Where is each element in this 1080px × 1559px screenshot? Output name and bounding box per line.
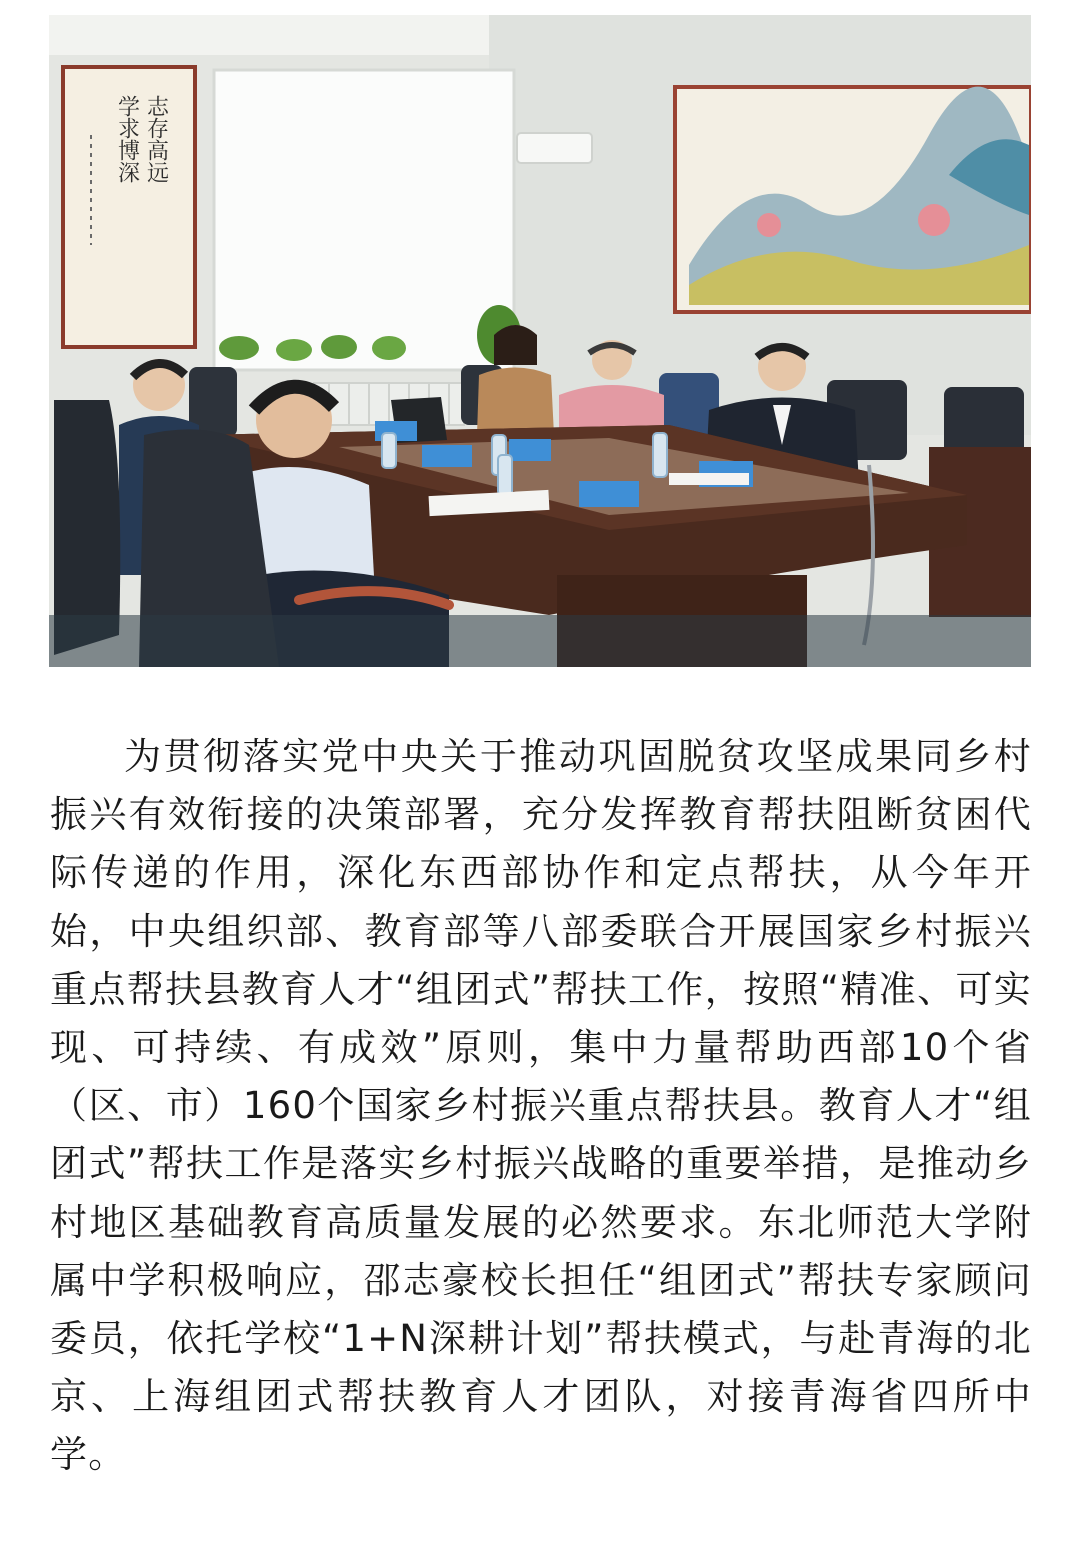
air-conditioner [517, 133, 592, 163]
calligraphy-text-right: 志存高远 [143, 95, 169, 183]
meeting-photo [49, 15, 1031, 667]
window [214, 70, 514, 370]
meeting-photo-illustration [49, 15, 1031, 667]
calligraphy-text-left: 学求博深 [114, 95, 140, 183]
calligraphy-scroll [63, 67, 195, 347]
article-body: 为贯彻落实党中央关于推动巩固脱贫攻坚成果同乡村振兴有效衔接的决策部署，充分发挥教育帮扶阻断贫困代际传递的作用，深化东西部协作和定点帮扶，从今年开始，中央组织部、教育部等八部委联合开展国家乡村振兴重点帮扶县教育人才“组团式”帮扶工作，按照“精准、可实现、可持续、有成效”原则，集中力量帮助西部10个省（区、市）160个国家乡村振兴重点帮扶县。教育人才“组团式”帮扶工作是落实乡村振兴战略的重要举措，是推动乡村地区基础教育高质量发展的必然要求。东北师范大学附属中学积极响应，邵志豪校长担任“组团式”帮扶专家顾问委员，依托学校“1+N深耕计划”帮扶模式，与赴青海的北京、上海组团式帮扶教育人才团队，对接青海省四所中学。 [50, 735, 1032, 1477]
landscape-painting [675, 87, 1031, 312]
